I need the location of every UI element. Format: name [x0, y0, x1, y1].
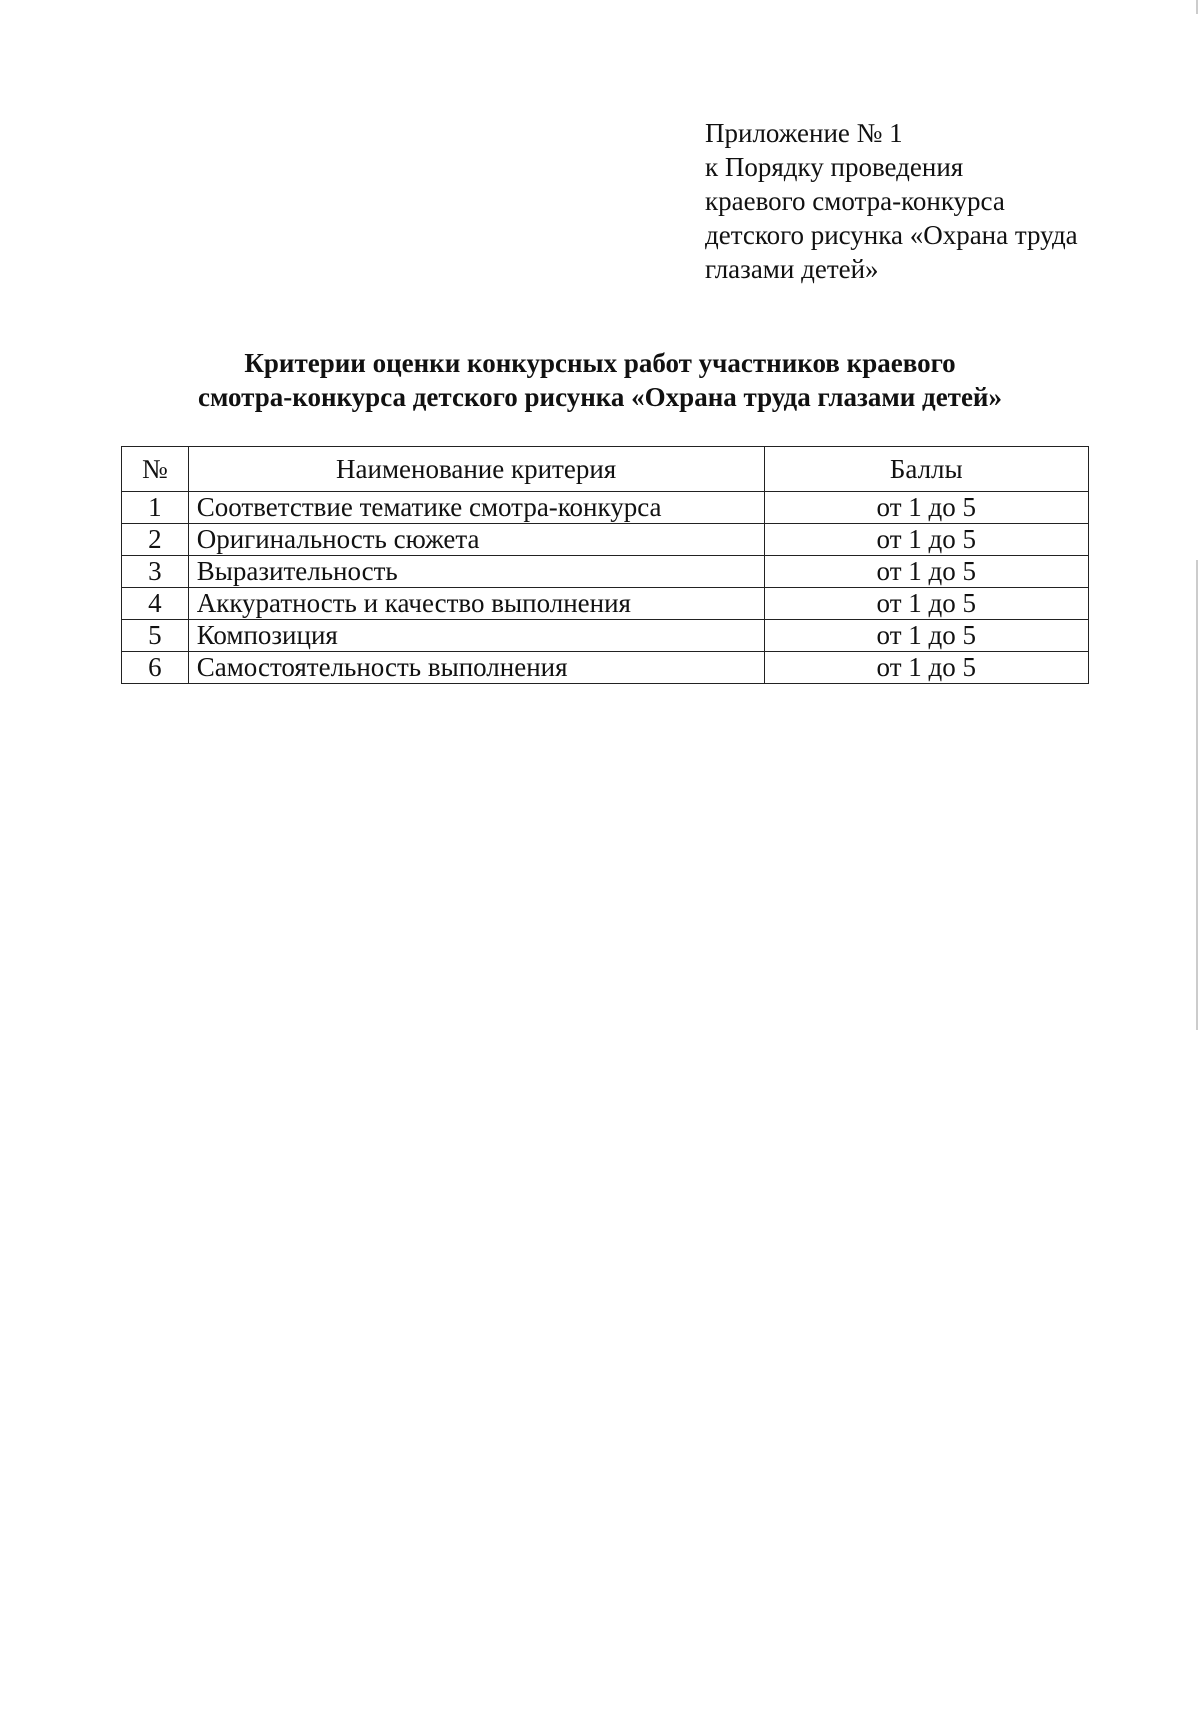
criteria-table	[121, 446, 1089, 684]
header-criterion-name: Наименование критерия	[188, 447, 764, 492]
document-title	[120, 346, 1080, 414]
table-row	[122, 492, 1089, 524]
row-score: от 1 до 5	[764, 620, 1088, 652]
appendix-line: краевого смотра-конкурса	[705, 186, 1005, 216]
row-score: от 1 до 5	[764, 492, 1088, 524]
header-number: №	[122, 447, 189, 492]
header-score: Баллы	[764, 447, 1088, 492]
row-criterion-name: Соответствие тематике смотра-конкурса	[188, 492, 764, 524]
title-line-1: Критерии оценки конкурсных работ участников краевого	[244, 348, 956, 378]
row-number: 5	[122, 620, 189, 652]
row-number: 4	[122, 588, 189, 620]
row-criterion-name: Оригинальность сюжета	[188, 524, 764, 556]
row-score: от 1 до 5	[764, 524, 1088, 556]
row-number: 3	[122, 556, 189, 588]
table-row	[122, 556, 1089, 588]
table-row	[122, 652, 1089, 684]
appendix-line: к Порядку проведения	[705, 152, 964, 182]
row-criterion-name: Композиция	[188, 620, 764, 652]
table-row	[122, 524, 1089, 556]
row-number: 2	[122, 524, 189, 556]
row-score: от 1 до 5	[764, 588, 1088, 620]
appendix-line: детского рисунка «Охрана труда	[705, 220, 1078, 250]
appendix-line: Приложение № 1	[705, 118, 903, 148]
row-criterion-name: Выразительность	[188, 556, 764, 588]
row-number: 6	[122, 652, 189, 684]
appendix-line: глазами детей»	[705, 254, 879, 284]
table-row	[122, 620, 1089, 652]
table-header-row	[122, 447, 1089, 492]
row-criterion-name: Самостоятельность выполнения	[188, 652, 764, 684]
scan-edge-mark	[1196, 560, 1198, 1030]
title-line-2: смотра-конкурса детского рисунка «Охрана труда глазами детей»	[197, 382, 1002, 412]
row-number: 1	[122, 492, 189, 524]
scan-edge-mark	[1196, 0, 1198, 14]
table-row	[122, 588, 1089, 620]
row-score: от 1 до 5	[764, 652, 1088, 684]
row-criterion-name: Аккуратность и качество выполнения	[188, 588, 764, 620]
appendix-header	[705, 116, 1165, 286]
row-score: от 1 до 5	[764, 556, 1088, 588]
